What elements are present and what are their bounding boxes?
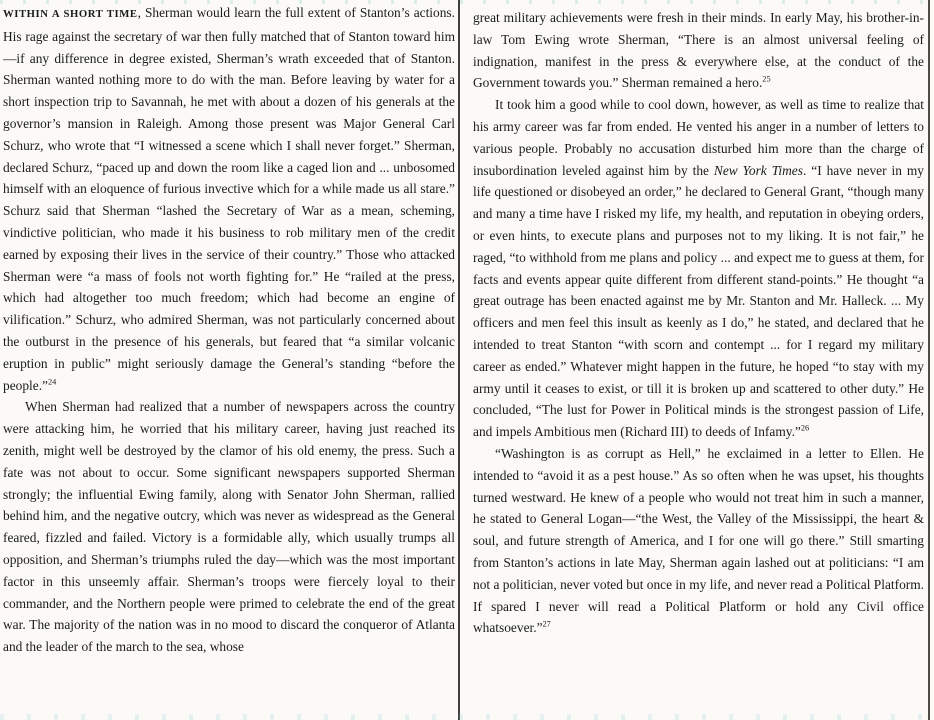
paragraph xyxy=(473,443,924,639)
paragraph xyxy=(3,396,455,658)
left-column xyxy=(3,2,455,720)
scan-artifact-bottom xyxy=(0,714,934,720)
text-run: 26 xyxy=(800,423,810,433)
text-run: “Washington is as corrupt as Hell,” he exclaimed in a letter to Ellen. He intended to “avoid it as a pest house.” As so often when he was upset, his thoughts turned westward. He knew of a people who would not treat him in such a manner, he stated to General Logan—“the West, the Valley of the Mississippi, the heart & soul, and future strength of America, and I for one will go there.” Still smarting from Stanton’s actions in late May, Sherman again lashed out at politicians: “I am not a politician, never voted but once in my life, and never read a Political Platform. If spared I never will read a Political Platform or hold any Civil office whatsoever.” xyxy=(473,445,924,636)
text-run: 27 xyxy=(542,619,551,629)
text-run: When Sherman had realized that a number of newspapers across the country were attacking him, he worried that his military career, having just reached its zenith, might well be destroyed by the clamor of his old enemy, the press. Such a fate was not about to occur. Some significant newspapers supported Sherman strongly; the influential Ewing family, along with Senator John Sherman, rallied behind him, and the negative outcry, which was never as widespread as the General feared, fizzled and failed. Victory is a formidable ally, which usually trumps all opposition, and Sherman’s triumphs ruled the day—which was the most important factor in this unseemly affair. Sherman’s troops were fiercely loyal to their commander, and the Northern people were primed to celebrate the end of the great war. The majority of the nation was in no mood to discard the conqueror of Atlanta and the leader of the march to the sea, whose xyxy=(3,399,455,655)
text-run: WITHIN A SHORT TIME xyxy=(3,8,138,20)
paragraph xyxy=(3,2,455,396)
text-run: 25 xyxy=(762,74,771,84)
text-run: It took him a good while to cool down, however, as well as time to realize that his army career was far from ended. He vented his anger in a number of letters to various people. Probably no accusation disturbed him more than the charge of insubordination leveled against him by the xyxy=(473,97,924,178)
paragraph xyxy=(473,7,924,94)
page-edge-line xyxy=(928,0,930,720)
paragraph xyxy=(473,94,924,443)
text-run: great military achievements were fresh in their minds. In early May, his brother-in-law Tom Ewing wrote Sherman, “There is an almost universal feeling of indignation, manifest in the press & everywhere else, at the conduct of the Government towards you.” Sherman remained a hero. xyxy=(473,10,924,91)
text-run: , Sherman would learn the full extent of Stanton’s actions. His rage against the secretary of war then fully matched that of Stanton toward him—if any difference in degree existed, Sherman’s wrath exceeded that of Stanton. Sherman wanted nothing more to do with the man. Before leaving by water for a short inspection trip to Savannah, he met with about a dozen of his generals at the governor’s mansion in Raleigh. Among those present was Major General Carl Schurz, who wrote that “I witnessed a scene which I shall never forget.” Sherman, declared Schurz, “paced up and down the room like a caged lion and ... unbosomed himself with an eloquence of furious invective which for a while made us all stare.” Schurz said that Sherman “lashed the Secretary of War as a mean, scheming, vindictive politician, who made it his business to rob military men of the credit earned by exposing their lives in the service of their country.” Those who attacked Sherman were “a mass of fools not worth fighting for.” He “railed at the press, which had altogether too much freedom; which had become an engine of vilification.” Schurz, who admired Sherman, was not particularly concerned about the outburst in the presence of his generals, but feared that “a similar volcanic eruption in public” might seriously damage the General’s standing “before the people.” xyxy=(3,5,455,393)
column-divider-line xyxy=(458,0,460,720)
text-run: . “I have never in my life questioned or disobeyed an order,” he declared to General Grant, “though many and many a time have I risked my life, my health, and reputation in obeying orders, or even hints, to execute plans and purposes not to my liking. It is not fair,” he raged, “to withhold from me plans and policy ... and expect me to guess at them, for facts and events appear quite different from different stand-points.” He thought “a great outrage has been enacted against me by Mr. Stanton and Mr. Halleck. ... My officers and men feel this insult as keenly as I do,” he stated, and declared that he intended to treat Stanton “with scorn and contempt ... for I regard my military career as ended.” Whatever might happen in the future, he hoped “to stay with my army until it ceases to exist, or till it is broken up and scattered to other duty.” He concluded, “The lust for Power in Political minds is the strongest passion of Life, and impels Ambitious men (Richard III) to deeds of Infamy.” xyxy=(473,162,924,440)
text-run: New York Times xyxy=(713,162,803,178)
right-column xyxy=(473,7,924,720)
text-run: 24 xyxy=(47,377,57,387)
